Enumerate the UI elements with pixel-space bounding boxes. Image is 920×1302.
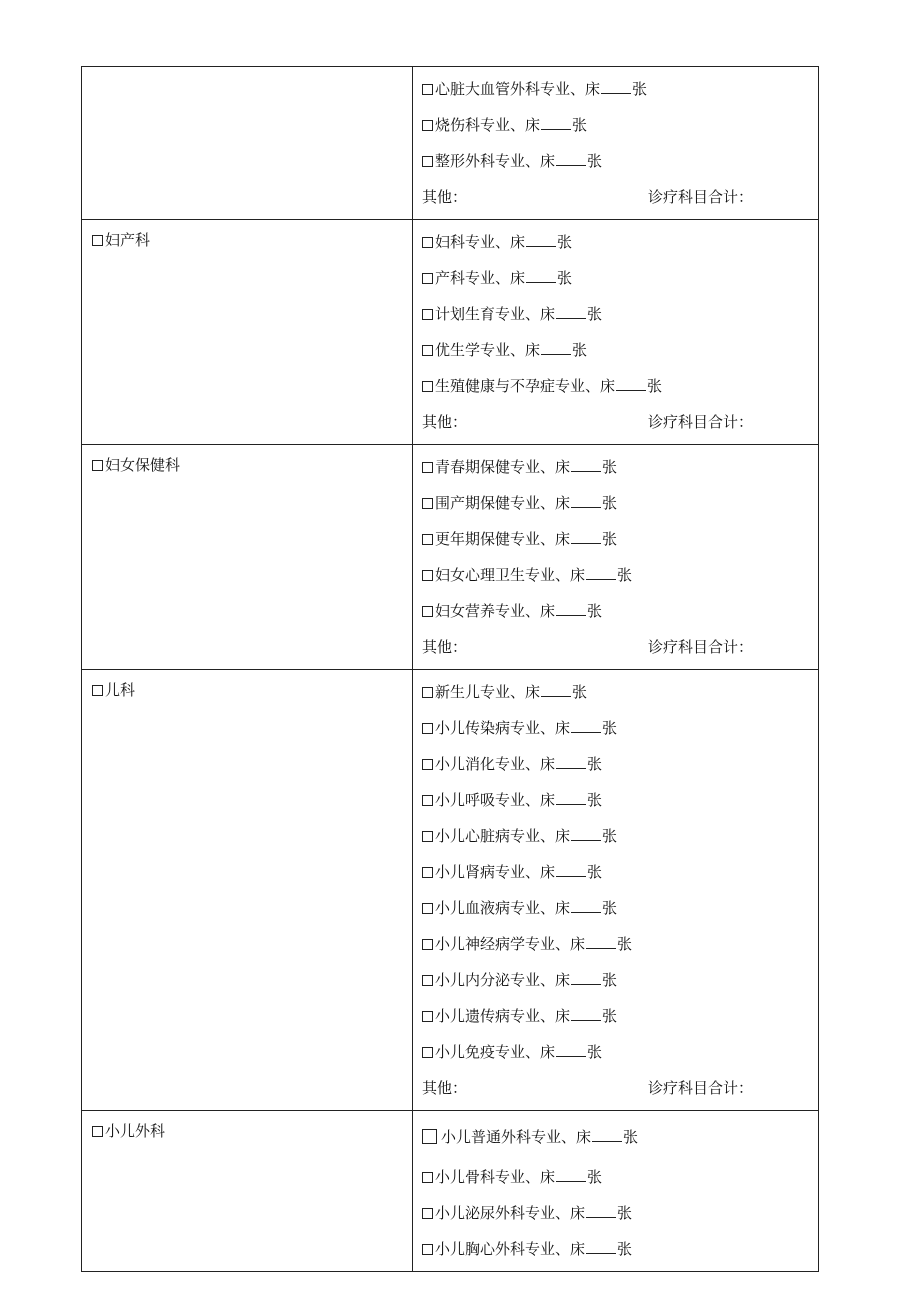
specialty-name: 妇女营养专业、床 (435, 602, 556, 620)
specialty-line (422, 854, 818, 890)
bed-unit: 张 (602, 494, 618, 512)
specialty-checkbox[interactable] (422, 1208, 433, 1219)
bed-count-blank[interactable] (586, 1241, 616, 1254)
specialty-checkbox[interactable] (422, 1172, 433, 1183)
department-name: 妇产科 (105, 231, 151, 249)
specialty-line (422, 746, 818, 782)
department-checkbox[interactable] (92, 685, 103, 696)
section-row (82, 1111, 819, 1272)
specialty-line (422, 593, 818, 629)
specialty-line (422, 368, 818, 404)
specialty-line (422, 557, 818, 593)
specialty-line (422, 710, 818, 746)
specialty-line (422, 818, 818, 854)
specialty-name: 小儿神经病学专业、床 (435, 935, 586, 953)
specialty-checkbox[interactable] (422, 606, 433, 617)
bed-unit: 张 (557, 269, 573, 287)
bed-count-blank[interactable] (541, 117, 571, 130)
bed-unit: 张 (602, 971, 618, 989)
bed-unit: 张 (587, 1168, 603, 1186)
specialty-line (422, 332, 818, 368)
department-name: 妇女保健科 (105, 456, 181, 474)
section-row (82, 220, 819, 445)
other-label: 其他： (422, 413, 468, 431)
bed-unit: 张 (632, 80, 648, 98)
bed-count-blank[interactable] (571, 459, 601, 472)
bed-unit: 张 (602, 530, 618, 548)
bed-count-blank[interactable] (586, 936, 616, 949)
specialty-line (422, 890, 818, 926)
department-label (92, 455, 412, 475)
section-footer (422, 179, 818, 215)
specialty-line (422, 1034, 818, 1070)
bed-unit: 张 (623, 1128, 639, 1146)
specialty-line (422, 224, 818, 260)
specialty-line (422, 998, 818, 1034)
department-cell (82, 220, 413, 445)
bed-count-blank[interactable] (586, 1205, 616, 1218)
section-footer (422, 629, 818, 665)
specialty-checkbox[interactable] (422, 345, 433, 356)
specialty-line (422, 260, 818, 296)
specialty-name: 小儿血液病专业、床 (435, 899, 571, 917)
specialties-cell (413, 670, 819, 1111)
specialties-cell (413, 1111, 819, 1272)
specialty-checkbox[interactable] (422, 156, 433, 167)
bed-unit: 张 (557, 233, 573, 251)
specialty-line (422, 962, 818, 998)
bed-unit: 张 (587, 1043, 603, 1061)
specialty-checkbox[interactable] (422, 975, 433, 986)
bed-unit: 张 (617, 935, 633, 953)
specialty-checkbox[interactable] (422, 903, 433, 914)
specialty-form-table (81, 66, 819, 1272)
specialty-line (422, 782, 818, 818)
specialty-checkbox[interactable] (422, 867, 433, 878)
bed-count-blank[interactable] (556, 792, 586, 805)
bed-count-blank[interactable] (571, 531, 601, 544)
specialty-name: 产科专业、床 (435, 269, 526, 287)
bed-count-blank[interactable] (541, 342, 571, 355)
bed-count-blank[interactable] (541, 684, 571, 697)
department-checkbox[interactable] (92, 1126, 103, 1137)
specialty-checkbox[interactable] (422, 759, 433, 770)
specialty-line (422, 71, 818, 107)
other-label: 其他： (422, 188, 468, 206)
specialty-checkbox[interactable] (422, 1244, 433, 1255)
specialty-checkbox[interactable] (422, 309, 433, 320)
specialty-checkbox[interactable] (422, 534, 433, 545)
specialty-checkbox[interactable] (422, 120, 433, 131)
specialty-line (422, 107, 818, 143)
specialty-checkbox[interactable] (422, 795, 433, 806)
bed-count-blank[interactable] (586, 567, 616, 580)
bed-count-blank[interactable] (571, 720, 601, 733)
other-label: 其他： (422, 638, 468, 656)
specialty-checkbox[interactable] (422, 84, 433, 95)
department-cell (82, 445, 413, 670)
specialty-checkbox[interactable] (422, 462, 433, 473)
specialty-checkbox[interactable] (422, 723, 433, 734)
specialty-name: 更年期保健专业、床 (435, 530, 571, 548)
specialty-line (422, 296, 818, 332)
total-label: 诊疗科目合计： (648, 188, 754, 206)
bed-count-blank[interactable] (556, 1044, 586, 1057)
bed-unit: 张 (617, 1240, 633, 1258)
total-label: 诊疗科目合计： (648, 413, 754, 431)
bed-count-blank[interactable] (556, 603, 586, 616)
specialty-name: 心脏大血管外科专业、床 (435, 80, 601, 98)
department-cell (82, 67, 413, 220)
specialties-cell (413, 220, 819, 445)
specialty-checkbox[interactable] (422, 1129, 437, 1144)
specialties-cell (413, 445, 819, 670)
bed-unit: 张 (602, 719, 618, 737)
bed-count-blank[interactable] (616, 378, 646, 391)
specialty-name: 妇科专业、床 (435, 233, 526, 251)
specialty-name: 小儿内分泌专业、床 (435, 971, 571, 989)
department-name: 儿科 (105, 681, 136, 699)
bed-count-blank[interactable] (592, 1129, 622, 1142)
bed-count-blank[interactable] (571, 900, 601, 913)
bed-unit: 张 (587, 863, 603, 881)
specialty-line (422, 674, 818, 710)
section-row (82, 445, 819, 670)
specialty-name: 整形外科专业、床 (435, 152, 556, 170)
bed-unit: 张 (602, 458, 618, 476)
bed-unit: 张 (572, 683, 588, 701)
specialty-line (422, 143, 818, 179)
specialty-name: 小儿心脏病专业、床 (435, 827, 571, 845)
bed-count-blank[interactable] (571, 828, 601, 841)
specialty-name: 小儿免疫专业、床 (435, 1043, 556, 1061)
department-checkbox[interactable] (92, 460, 103, 471)
department-checkbox[interactable] (92, 235, 103, 246)
specialty-checkbox[interactable] (422, 939, 433, 950)
bed-unit: 张 (587, 152, 603, 170)
section-row (82, 670, 819, 1111)
bed-unit: 张 (602, 827, 618, 845)
bed-unit: 张 (587, 755, 603, 773)
specialty-line (422, 1231, 818, 1267)
specialty-name: 生殖健康与不孕症专业、床 (435, 377, 616, 395)
specialty-checkbox[interactable] (422, 381, 433, 392)
specialty-name: 优生学专业、床 (435, 341, 541, 359)
bed-count-blank[interactable] (556, 306, 586, 319)
bed-count-blank[interactable] (601, 81, 631, 94)
specialty-name: 小儿胸心外科专业、床 (435, 1240, 586, 1258)
section-row (82, 67, 819, 220)
specialty-checkbox[interactable] (422, 831, 433, 842)
department-cell (82, 1111, 413, 1272)
specialty-checkbox[interactable] (422, 687, 433, 698)
specialty-name: 围产期保健专业、床 (435, 494, 571, 512)
specialty-line (422, 521, 818, 557)
specialty-line (422, 1159, 818, 1195)
department-name: 小儿外科 (105, 1122, 166, 1140)
bed-unit: 张 (572, 116, 588, 134)
specialty-name: 小儿遗传病专业、床 (435, 1007, 571, 1025)
specialty-name: 妇女心理卫生专业、床 (435, 566, 586, 584)
bed-unit: 张 (602, 1007, 618, 1025)
specialty-line (422, 1195, 818, 1231)
specialty-checkbox[interactable] (422, 1047, 433, 1058)
specialty-line (422, 449, 818, 485)
bed-unit: 张 (587, 305, 603, 323)
specialty-name: 小儿泌尿外科专业、床 (435, 1204, 586, 1222)
department-label (92, 680, 412, 700)
bed-unit: 张 (587, 791, 603, 809)
specialty-checkbox[interactable] (422, 1011, 433, 1022)
specialty-name: 新生儿专业、床 (435, 683, 541, 701)
specialty-checkbox[interactable] (422, 237, 433, 248)
bed-count-blank[interactable] (571, 495, 601, 508)
bed-unit: 张 (647, 377, 663, 395)
bed-count-blank[interactable] (571, 1008, 601, 1021)
form-body (82, 67, 819, 1272)
specialty-name: 小儿肾病专业、床 (435, 863, 556, 881)
bed-count-blank[interactable] (571, 972, 601, 985)
specialty-name: 小儿消化专业、床 (435, 755, 556, 773)
total-label: 诊疗科目合计： (648, 1079, 754, 1097)
section-footer (422, 404, 818, 440)
section-footer (422, 1070, 818, 1106)
bed-unit: 张 (602, 899, 618, 917)
specialty-name: 小儿传染病专业、床 (435, 719, 571, 737)
department-cell (82, 670, 413, 1111)
specialties-cell (413, 67, 819, 220)
bed-count-blank[interactable] (526, 270, 556, 283)
department-label (92, 230, 412, 250)
specialty-checkbox[interactable] (422, 273, 433, 284)
bed-unit: 张 (617, 1204, 633, 1222)
specialty-name: 小儿普通外科专业、床 (441, 1128, 592, 1146)
specialty-name: 青春期保健专业、床 (435, 458, 571, 476)
bed-count-blank[interactable] (556, 864, 586, 877)
bed-unit: 张 (572, 341, 588, 359)
specialty-checkbox[interactable] (422, 498, 433, 509)
specialty-line (422, 1115, 818, 1159)
specialty-name: 烧伤科专业、床 (435, 116, 541, 134)
bed-count-blank[interactable] (526, 234, 556, 247)
other-label: 其他： (422, 1079, 468, 1097)
specialty-line (422, 926, 818, 962)
department-label (92, 1121, 412, 1141)
bed-count-blank[interactable] (556, 756, 586, 769)
bed-count-blank[interactable] (556, 1169, 586, 1182)
specialty-name: 小儿骨科专业、床 (435, 1168, 556, 1186)
bed-count-blank[interactable] (556, 153, 586, 166)
specialty-line (422, 485, 818, 521)
bed-unit: 张 (587, 602, 603, 620)
bed-unit: 张 (617, 566, 633, 584)
specialty-checkbox[interactable] (422, 570, 433, 581)
total-label: 诊疗科目合计： (648, 638, 754, 656)
specialty-name: 小儿呼吸专业、床 (435, 791, 556, 809)
specialty-name: 计划生育专业、床 (435, 305, 556, 323)
